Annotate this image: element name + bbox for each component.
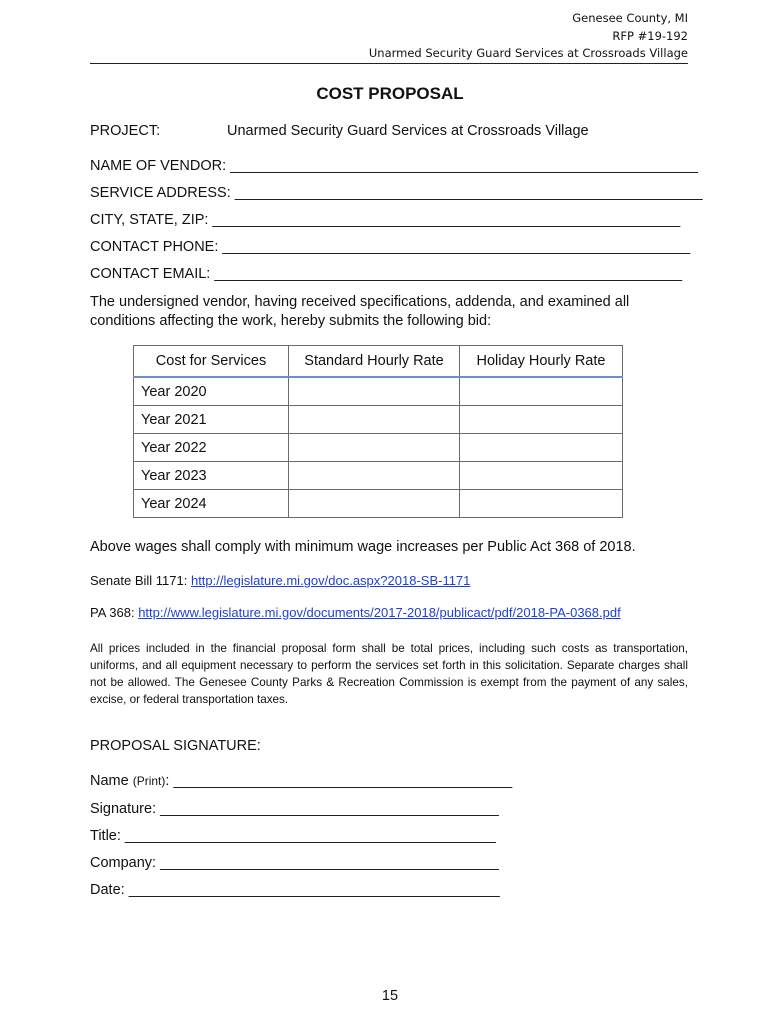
column-header-holiday-rate: Holiday Hourly Rate <box>460 346 623 378</box>
vendor-name-field[interactable]: __________________________________________________________ <box>230 158 698 174</box>
year-cell: Year 2021 <box>134 406 289 434</box>
pa368-link[interactable]: http://www.legislature.mi.gov/documents/2017-2018/publicact/pdf/2018-PA-0368.pdf <box>138 605 621 620</box>
year-cell: Year 2023 <box>134 462 289 490</box>
title-row <box>90 828 496 844</box>
contact-phone-field[interactable]: __________________________________________________________ <box>222 239 691 255</box>
standard-rate-cell[interactable] <box>289 434 460 462</box>
service-address-label: SERVICE ADDRESS: <box>90 185 231 201</box>
column-header-cost: Cost for Services <box>134 346 289 378</box>
project-value: Unarmed Security Guard Services at Crossroads Village <box>227 123 589 139</box>
standard-rate-cell[interactable] <box>289 377 460 406</box>
company-field[interactable]: __________________________________________ <box>160 855 499 871</box>
standard-rate-cell[interactable] <box>289 406 460 434</box>
date-label: Date: <box>90 882 125 898</box>
header-divider <box>90 63 688 64</box>
company-row <box>90 855 499 871</box>
document-header <box>369 10 688 63</box>
name-label: Name <box>90 773 129 789</box>
year-cell: Year 2022 <box>134 434 289 462</box>
contact-phone-label: CONTACT PHONE: <box>90 239 219 255</box>
contact-email-field[interactable]: __________________________________________________________ <box>214 266 683 282</box>
table-row <box>134 490 623 518</box>
header-rfp-title: Unarmed Security Guard Services at Crossroads Village <box>368 46 688 60</box>
print-sublabel: (Print) <box>132 774 166 788</box>
signature-heading: PROPOSAL SIGNATURE: <box>90 738 261 754</box>
holiday-rate-cell[interactable] <box>460 377 623 406</box>
holiday-rate-cell[interactable] <box>460 434 623 462</box>
table-row <box>134 462 623 490</box>
service-address-field[interactable]: __________________________________________________________ <box>234 185 703 201</box>
name-print-row <box>90 773 513 789</box>
title-label: Title: <box>90 828 121 844</box>
table-row <box>134 377 623 406</box>
holiday-rate-cell[interactable] <box>460 406 623 434</box>
name-colon: : <box>165 773 170 789</box>
name-print-field[interactable]: __________________________________________ <box>173 773 513 789</box>
holiday-rate-cell[interactable] <box>460 462 623 490</box>
city-state-zip-label: CITY, STATE, ZIP: <box>90 212 209 228</box>
city-state-zip-field[interactable]: __________________________________________________________ <box>212 212 681 228</box>
standard-rate-cell[interactable] <box>289 462 460 490</box>
page-number: 15 <box>381 988 399 1004</box>
senate-bill-row <box>90 573 470 588</box>
header-county: Genesee County, MI <box>572 11 688 25</box>
vendor-name-label: NAME OF VENDOR: <box>90 158 227 174</box>
vendor-name-row <box>90 158 698 174</box>
pricing-terms-paragraph: All prices included in the financial proposal form shall be total prices, including such costs as transportation, uniforms, and all equipment necessary to perform the services set forth in this solicitation. Separate charges shall not be allowed. The Genesee County Parks & Recreation Commission is exempt from the payment of any sales, excise, or federal transportation taxes. <box>90 642 688 706</box>
title-field[interactable]: ______________________________________________ <box>124 828 496 844</box>
date-row <box>90 882 500 898</box>
city-state-zip-row <box>90 212 690 228</box>
project-label: PROJECT: <box>90 123 161 139</box>
pa368-label: PA 368: <box>90 605 135 620</box>
intro-paragraph: The undersigned vendor, having received specifications, addenda, and examined all conditions affecting the work, hereby submits the following bid: <box>90 294 630 329</box>
column-header-standard-rate: Standard Hourly Rate <box>289 346 460 378</box>
table-row <box>134 434 623 462</box>
service-address-row <box>90 185 703 201</box>
table-row <box>134 406 623 434</box>
year-cell: Year 2020 <box>134 377 289 406</box>
company-label: Company: <box>90 855 157 871</box>
contact-email-row <box>90 266 690 282</box>
signature-field[interactable]: __________________________________________ <box>160 801 499 817</box>
signature-label: Signature: <box>90 801 157 817</box>
year-cell: Year 2024 <box>134 490 289 518</box>
standard-rate-cell[interactable] <box>289 490 460 518</box>
pa368-row <box>90 605 621 620</box>
header-rfp-number: RFP #19-192 <box>612 28 688 43</box>
date-field[interactable]: ______________________________________________ <box>128 882 500 898</box>
holiday-rate-cell[interactable] <box>460 490 623 518</box>
senate-bill-link[interactable]: http://legislature.mi.gov/doc.aspx?2018-SB-1171 <box>190 573 471 588</box>
wage-note: Above wages shall comply with minimum wage increases per Public Act 368 of 2018. <box>90 539 636 555</box>
bid-table-header-row <box>134 346 623 378</box>
contact-email-label: CONTACT EMAIL: <box>90 266 211 282</box>
contact-phone-row <box>90 239 690 255</box>
signature-row <box>90 801 499 817</box>
senate-bill-label: Senate Bill 1171: <box>90 573 188 588</box>
bid-table <box>133 345 623 518</box>
page-title: COST PROPOSAL <box>316 84 464 103</box>
